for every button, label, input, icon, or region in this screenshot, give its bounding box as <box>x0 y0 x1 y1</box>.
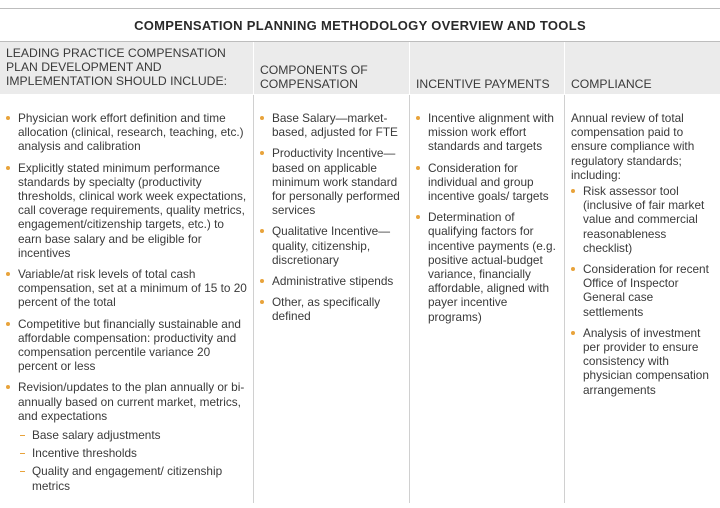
sub-list <box>18 428 247 493</box>
list-item: Physician work effort definition and time allocation (clinical, research, teaching, etc.) analysis and calibration <box>6 111 247 154</box>
header-row <box>0 42 720 95</box>
column-compliance <box>565 103 720 503</box>
list-item: Consideration for recent Office of Inspector General case settlements <box>571 262 714 319</box>
column-incentive-payments <box>410 103 565 503</box>
sub-list-item: Quality and engagement/ citizenship metrics <box>18 464 247 492</box>
header-leading-practice: LEADING PRACTICE COMPENSATION PLAN DEVELOPMENT AND IMPLEMENTATION SHOULD INCLUDE: <box>0 42 254 94</box>
list-item: Incentive alignment with mission work effort standards and targets <box>416 111 558 154</box>
header-incentive-payments: INCENTIVE PAYMENTS <box>410 42 565 94</box>
sub-list-item: Incentive thresholds <box>18 446 247 460</box>
list-item: Analysis of investment per provider to ensure consistency with physician compensation arrangements <box>571 326 714 397</box>
compliance-intro: Annual review of total compensation paid to ensure compliance with regulatory standards; including: <box>571 111 695 182</box>
header-components: COMPONENTS OF COMPENSATION <box>254 42 410 94</box>
list-item: Productivity Incentive—based on applicable minimum work standard for personally performed services <box>260 146 403 217</box>
table-title: COMPENSATION PLANNING METHODOLOGY OVERVIEW AND TOOLS <box>0 8 720 42</box>
sub-list-item: Base salary adjustments <box>18 428 247 442</box>
body-row <box>0 103 720 503</box>
list-item-revision <box>6 380 247 492</box>
list-item: Competitive but financially sustainable and affordable compensation: productivity and compensation percentile variance 20 percent or less <box>6 317 247 374</box>
column-leading-practice <box>0 103 254 503</box>
list-item: Determination of qualifying factors for incentive payments (e.g. positive actual-budget variance, financially affordable, aligned with payer incentive programs) <box>416 210 558 324</box>
list-item-text: Revision/updates to the plan annually or bi-annually based on current market, metrics, and expectations <box>18 380 245 423</box>
list-item: Consideration for individual and group incentive goals/ targets <box>416 161 558 204</box>
list-item: Risk assessor tool (inclusive of fair market value and commercial reasonableness checklist) <box>571 184 714 255</box>
list-item: Administrative stipends <box>260 274 403 288</box>
list-item: Base Salary—market-based, adjusted for FTE <box>260 111 403 139</box>
header-compliance: COMPLIANCE <box>571 77 652 91</box>
list-item: Other, as specifically defined <box>260 295 403 323</box>
spacer-row <box>0 95 720 103</box>
column-components <box>254 103 410 503</box>
methodology-table <box>0 8 720 508</box>
list-item: Explicitly stated minimum performance standards by specialty (productivity thresholds, clinical work week expectations, call coverage requirements, quality metrics, engagement/citizenship targets, etc.) to earn base salary and be eligible for incentives <box>6 161 247 260</box>
list-item: Variable/at risk levels of total cash compensation, set at a minimum of 15 to 20 percent of the total <box>6 267 247 310</box>
list-item: Qualitative Incentive—quality, citizenship, discretionary <box>260 224 403 267</box>
